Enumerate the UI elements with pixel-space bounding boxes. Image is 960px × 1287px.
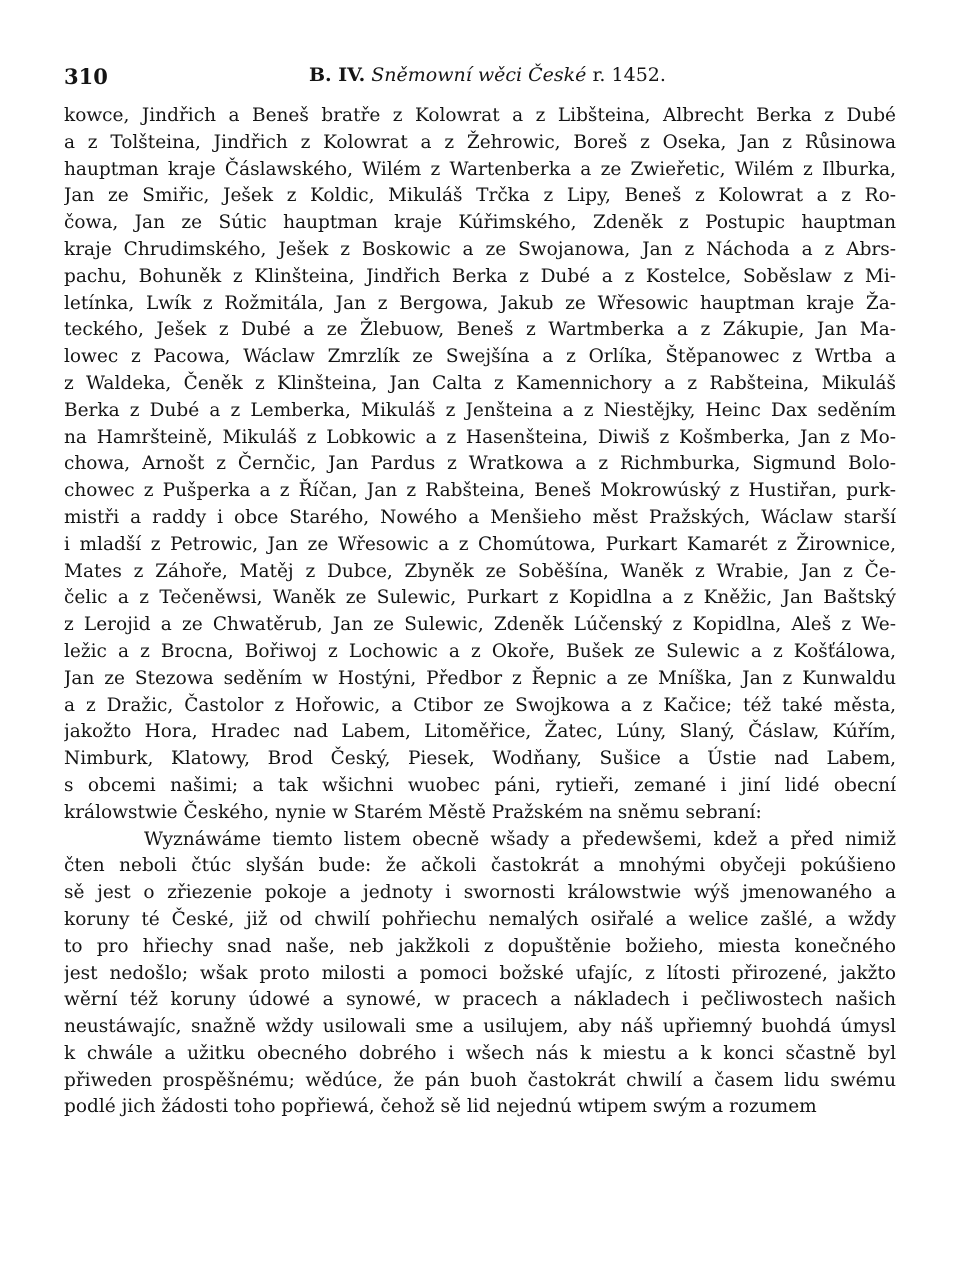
text-line: Wyznáwáme tiemto listem obecně wšady a předewšemi, kdež a před nimiž bbox=[144, 828, 896, 850]
text-line: kowce, Jindřich a Beneš bratře z Kolowrat a z Libšteina, Albrecht Berka z Dubé bbox=[64, 105, 896, 126]
text-line: neustáwajíc, snažně wždy usilowali sme a usilujem, aby náš upřiemný buohdá úmysl bbox=[64, 1016, 896, 1038]
running-head-title: Sněmowní wěci České bbox=[371, 64, 587, 86]
text-line: Berka z Dubé a z Lemberka, Mikuláš z Jenšteina a z Niestějky, Heinc Dax seděním bbox=[64, 399, 896, 421]
running-head-year: r. 1452. bbox=[592, 64, 666, 86]
paragraph bbox=[64, 103, 896, 827]
text-line: wěrní též koruny údowé a synowé, w pracech a nákladech i pečliwostech našich bbox=[64, 989, 896, 1011]
text-line: k chwále a užitku obecného dobrého i wšech nás k miestu a k konci sčastně byl bbox=[64, 1042, 896, 1064]
text-line: mistři a raddy i obce Starého, Nowého a Menšieho měst Pražských, Wáclaw starší bbox=[64, 506, 896, 528]
text-line: Nimburk, Klatowy, Brod Český, Piesek, Wodňany, Sušice a Ústie nad Labem, bbox=[64, 748, 896, 770]
text-line: teckého, Ješek z Dubé a ze Žlebuow, Beneš z Wartmberka a z Zákupie, Jan Ma- bbox=[64, 319, 896, 341]
text-line: z Lerojid a ze Chwatěrub, Jan ze Sulewic, Zdeněk Lúčenský z Kopidlna, Aleš z We- bbox=[64, 614, 896, 636]
text-line: lowec z Pacowa, Wáclaw Zmrzlík ze Swejšína a z Orlíka, Štěpanowec z Wrtba a bbox=[64, 346, 896, 368]
text-line: ležic a z Brocna, Bořiwoj z Lochowic a z Okoře, Bušek ze Sulewic a z Košťálowa, bbox=[64, 640, 896, 662]
text-line: jakožto Hora, Hradec nad Labem, Litoměřice, Žatec, Lúny, Slaný, Čáslaw, Kúřím, bbox=[64, 721, 896, 743]
body-text bbox=[64, 103, 896, 1121]
text-line: sě jest o zřiezenie pokoje a jednoty i swornosti králowstwie wýš jmenowaného a bbox=[64, 882, 896, 904]
text-line: čowa, Jan ze Sútic hauptman kraje Kúřimského, Zdeněk z Postupic hauptman bbox=[64, 212, 896, 234]
text-line: letínka, Lwík z Rožmitála, Jan z Bergowa, Jakub ze Wřesowic hauptman kraje Ža- bbox=[64, 292, 896, 314]
text-line: králowstwie Českého, nynie w Starém Městě Pražském na sněmu sebraní: bbox=[64, 801, 762, 823]
text-line: pachu, Bohuněk z Klinšteina, Jindřich Berka z Dubé a z Kostelce, Soběslaw z Mi- bbox=[64, 265, 896, 287]
running-head bbox=[309, 64, 666, 86]
text-line: Mates z Záhoře, Matěj z Dubce, Zbyněk ze Soběšína, Waněk z Wrabie, Jan z Če- bbox=[64, 560, 896, 582]
text-line: s obcemi našimi; a tak wšichni wuobec páni, rytieři, zemané i jiní lidé obecní bbox=[64, 774, 896, 796]
text-line: i mladší z Petrowic, Jan ze Wřesowic a z Chomútowa, Purkart Kamarét z Žirownice, bbox=[64, 533, 896, 555]
text-line: čelic a z Tečeněwsi, Waněk ze Sulewic, Purkart z Kopidlna a z Kněžic, Jan Baštský bbox=[64, 587, 896, 609]
running-head-part: B. IV. bbox=[309, 64, 366, 86]
page-number: 310 bbox=[64, 64, 108, 89]
text-line: koruny té České, již od chwilí pohřiechu nemalých osiřalé a welice zašlé, a wždy bbox=[64, 908, 896, 930]
text-line: Jan ze Stezowa seděním w Hostýni, Předbor z Řepnic a ze Mníška, Jan z Kunwaldu bbox=[64, 667, 896, 689]
paragraph bbox=[64, 827, 896, 1122]
text-line: a z Dražic, Častolor z Hořowic, a Ctibor ze Swojkowa a z Kačice; též také města, bbox=[64, 694, 896, 716]
text-line: to pro hřiechy snad naše, neb jakžkoli z dopuštěnie božieho, miesta konečného bbox=[64, 935, 896, 957]
text-line: chowec z Pušperka a z Říčan, Jan z Rabšteina, Beneš Mokrowúský z Hustiřan, purk- bbox=[64, 480, 896, 502]
text-line: kraje Chrudimského, Ješek z Boskowic a ze Swojanowa, Jan z Náchoda a z Abrs- bbox=[64, 238, 896, 260]
text-line: chowa, Arnošt z Černčic, Jan Pardus z Wratkowa a z Richmburka, Sigmund Bolo- bbox=[64, 453, 896, 475]
text-line: na Hamršteině, Mikuláš z Lobkowic a z Hasenšteina, Diwiš z Košmberka, Jan z Mo- bbox=[64, 426, 896, 448]
text-line: podlé jich žádosti toho popřiewá, čehož sě lid nejednú wtipem swým a rozumem bbox=[64, 1096, 817, 1118]
text-line: hauptman kraje Čáslawského, Wilém z Wartenberka a ze Zwieřetic, Wilém z Ilburka, bbox=[64, 158, 896, 180]
text-line: přiweden prospěšnému; wědúce, že pán buoh častokrát chwilí a časem lidu swému bbox=[64, 1069, 896, 1091]
text-line: jest nedošlo; wšak proto milosti a pomoci božské ufajíc, z lítosti přirozené, jakžto bbox=[64, 962, 896, 984]
page-header bbox=[64, 64, 896, 94]
text-line: čten neboli čtúc slyšán bude: že ačkoli častokrát a mnohými obyčeji pokúšieno bbox=[64, 855, 896, 877]
text-line: Jan ze Smiřic, Ješek z Koldic, Mikuláš Trčka z Lipy, Beneš z Kolowrat a z Ro- bbox=[64, 185, 896, 207]
text-line: a z Tolšteina, Jindřich z Kolowrat a z Žehrowic, Boreš z Oseka, Jan z Růsinowa bbox=[64, 131, 896, 153]
text-line: z Waldeka, Čeněk z Klinšteina, Jan Calta z Kamennichory a z Rabšteina, Mikuláš bbox=[64, 372, 896, 394]
